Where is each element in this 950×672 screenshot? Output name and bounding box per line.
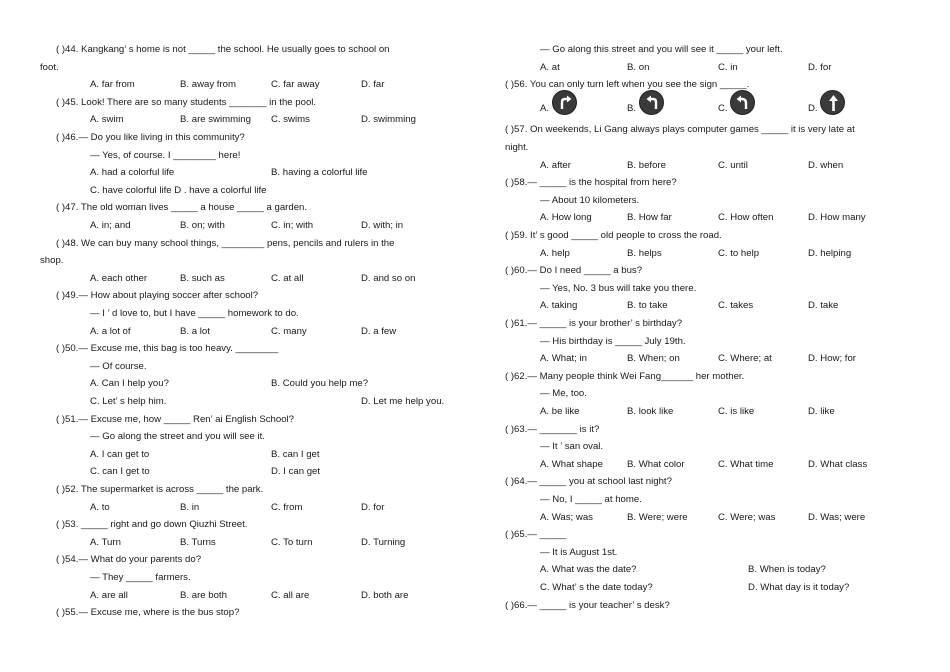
dialogue-line: — I ’ d love to, but I have _____ homework to do. — [90, 308, 299, 319]
answer-option: B. helps — [627, 247, 662, 259]
question-stem: ( )59. It’ s good _____ old people to cross the road. — [505, 230, 722, 241]
answer-option: B. in — [180, 501, 200, 513]
question-stem: ( )61.— _____ is your brother’ s birthday? — [505, 318, 683, 329]
question-stem: ( )53. _____ right and go down Qiuzhi Street. — [56, 519, 248, 531]
question-stem: ( )66.— _____ is your teacher’ s desk? — [505, 599, 670, 611]
answer-option: C. Let’ s help him. — [90, 396, 167, 407]
answer-option: D. for — [361, 501, 385, 513]
answer-option: A. in; and — [90, 220, 131, 231]
answer-option: D. I can get — [271, 466, 321, 478]
answer-option: C. swims — [271, 114, 310, 126]
answer-option: D. How; for — [808, 353, 856, 365]
question-stem: ( )65.— _____ — [505, 529, 567, 541]
answer-option: D. far — [361, 79, 385, 91]
answer-option: D. helping — [808, 247, 852, 259]
answer-option: B. having a colorful life — [271, 167, 368, 179]
answer-option: A. — [540, 102, 550, 114]
answer-option: C. far away — [271, 79, 320, 91]
answer-option: A. are all — [90, 589, 128, 601]
answer-option: C. Were; was — [718, 511, 776, 523]
answer-option: C. in; with — [271, 220, 314, 231]
answer-option: A. Can I help you? — [90, 378, 169, 390]
dialogue-line: — No, I _____ at home. — [540, 494, 642, 505]
answer-option: B. a lot — [180, 325, 210, 337]
question-continuation: foot. — [40, 61, 59, 73]
answer-option: B. When; on — [627, 353, 680, 365]
answer-option: A. be like — [540, 406, 580, 417]
answer-option: D. What day is it today? — [748, 582, 850, 593]
answer-option: D. and so on — [361, 272, 416, 284]
answer-option: C. from — [271, 501, 303, 513]
answer-option: A. Was; was — [540, 511, 593, 523]
question-continuation: shop. — [40, 255, 64, 267]
answer-option: C. many — [271, 325, 307, 337]
no-left-turn-sign-icon — [730, 90, 755, 115]
question-stem: ( )49.— How about playing soccer after school? — [56, 290, 259, 302]
question-stem: ( )56. You can only turn left when you see the sign _____. — [505, 79, 750, 91]
answer-option: D. — [808, 102, 818, 114]
question-stem: ( )58.— _____ is the hospital from here? — [505, 177, 677, 189]
answer-option: A. I can get to — [90, 448, 150, 460]
answer-option: D. a few — [361, 325, 397, 337]
answer-option: B. on — [627, 61, 650, 73]
answer-option: D. with; in — [361, 220, 404, 231]
dialogue-line: — Yes, No. 3 bus will take you there. — [540, 282, 697, 294]
answer-option: B. What color — [627, 458, 685, 470]
answer-option: C. until — [718, 159, 748, 171]
answer-option: A. help — [540, 247, 570, 259]
dialogue-line: — Go along this street and you will see it _____ your left. — [540, 44, 783, 55]
dialogue-line: — Yes, of course. I ________ here! — [90, 149, 241, 161]
answer-option: C. at all — [271, 272, 304, 284]
question-stem: ( )63.— _______ is it? — [505, 423, 600, 435]
answer-option: A. each other — [90, 272, 148, 284]
answer-option: B. Were; were — [627, 511, 688, 523]
answer-option: B. such as — [180, 272, 225, 284]
answer-option: A. after — [540, 159, 571, 171]
answer-option: B. can I get — [271, 448, 320, 460]
question-stem: ( )55.— Excuse me, where is the bus stop? — [56, 607, 240, 619]
dialogue-line: — Me, too. — [540, 388, 587, 400]
answer-option: C. Where; at — [718, 353, 772, 365]
answer-option: C. To turn — [271, 536, 313, 548]
answer-option: A. to — [90, 501, 110, 513]
question-stem: ( )57. On weekends, Li Gang always plays computer games _____ it is very late at — [505, 124, 855, 136]
question-stem: ( )46.— Do you like living in this community? — [56, 132, 245, 143]
answer-option: C. have colorful life D . have a colorful life — [90, 184, 267, 196]
straight-ahead-sign-icon — [820, 90, 845, 115]
dialogue-line: — They _____ farmers. — [90, 572, 191, 583]
answer-option: C. can I get to — [90, 466, 150, 478]
answer-option: D. for — [808, 61, 832, 73]
answer-option: B. look like — [627, 406, 674, 417]
answer-option: D. Was; were — [808, 511, 866, 523]
answer-option: B. on; with — [180, 220, 225, 231]
dialogue-line: — About 10 kilometers. — [540, 194, 640, 206]
answer-option: A. had a colorful life — [90, 167, 175, 179]
answer-option: A. What shape — [540, 458, 603, 470]
question-stem: ( )45. Look! There are so many students _______ in the pool. — [56, 96, 317, 108]
answer-option: D. take — [808, 300, 839, 312]
answer-option: B. — [627, 102, 637, 114]
answer-option: B. are both — [180, 589, 227, 601]
turn-left-sign-icon — [639, 90, 664, 115]
answer-option: C. What’ s the date today? — [540, 582, 653, 593]
dialogue-line: — It is August 1st. — [540, 546, 618, 558]
answer-option: B. before — [627, 159, 666, 171]
answer-option: C. What time — [718, 458, 774, 470]
answer-option: A. at — [540, 61, 560, 73]
question-stem: ( )47. The old woman lives _____ a house _____ a garden. — [56, 202, 308, 214]
question-stem: ( )50.— Excuse me, this bag is too heavy. ________ — [56, 343, 279, 355]
question-stem: ( )52. The supermarket is across _____ the park. — [56, 484, 264, 495]
answer-option: C. — [718, 102, 728, 114]
answer-option: D. like — [808, 406, 835, 417]
question-stem: ( )62.— Many people think Wei Fang______ her mother. — [505, 370, 745, 382]
answer-option: C. in — [718, 61, 738, 73]
answer-option: B. are swimming — [180, 114, 251, 126]
answer-option: B. How far — [627, 212, 672, 224]
answer-option: A. What; in — [540, 353, 587, 365]
dialogue-line: — Of course. — [90, 360, 147, 372]
dialogue-line: — Go along the street and you will see it. — [90, 431, 265, 443]
answer-option: C. How often — [718, 212, 774, 224]
answer-option: C. to help — [718, 247, 760, 259]
question-continuation: night. — [505, 142, 529, 153]
dialogue-line: — His birthday is _____ July 19th. — [540, 335, 686, 347]
answer-option: A. a lot of — [90, 325, 131, 337]
answer-option: D. when — [808, 159, 844, 171]
answer-option: A. far from — [90, 79, 135, 91]
answer-option: D. both are — [361, 589, 409, 601]
question-stem: ( )64.— _____ you at school last night? — [505, 476, 672, 488]
answer-option: B. Turns — [180, 536, 216, 548]
answer-option: A. Turn — [90, 536, 121, 548]
answer-option: A. swim — [90, 114, 124, 126]
answer-option: C. is like — [718, 406, 755, 417]
answer-option: D. What class — [808, 458, 868, 470]
question-stem: ( )54.— What do your parents do? — [56, 554, 202, 566]
question-stem: ( )51.— Excuse me, how _____ Ren’ ai English School? — [56, 413, 295, 425]
question-stem: ( )60.— Do I need _____ a bus? — [505, 265, 643, 277]
answer-option: C. all are — [271, 589, 310, 601]
answer-option: B. to take — [627, 300, 668, 312]
answer-option: B. away from — [180, 79, 236, 91]
answer-option: B. When is today? — [748, 564, 826, 576]
turn-right-sign-icon — [552, 90, 577, 115]
question-stem: ( )48. We can buy many school things, ________ pens, pencils and rulers in the — [56, 237, 395, 249]
answer-option: A. What was the date? — [540, 564, 637, 576]
answer-option: C. takes — [718, 300, 754, 312]
answer-option: A. taking — [540, 300, 578, 312]
question-stem: ( )44. Kangkang’ s home is not _____ the school. He usually goes to school on — [56, 44, 390, 55]
answer-option: D. Turning — [361, 536, 406, 548]
answer-option: A. How long — [540, 212, 592, 224]
answer-option: D. Let me help you. — [361, 396, 445, 407]
answer-option: D. How many — [808, 212, 866, 224]
dialogue-line: — It ’ san oval. — [540, 441, 604, 453]
answer-option: B. Could you help me? — [271, 378, 369, 390]
answer-option: D. swimming — [361, 114, 416, 126]
